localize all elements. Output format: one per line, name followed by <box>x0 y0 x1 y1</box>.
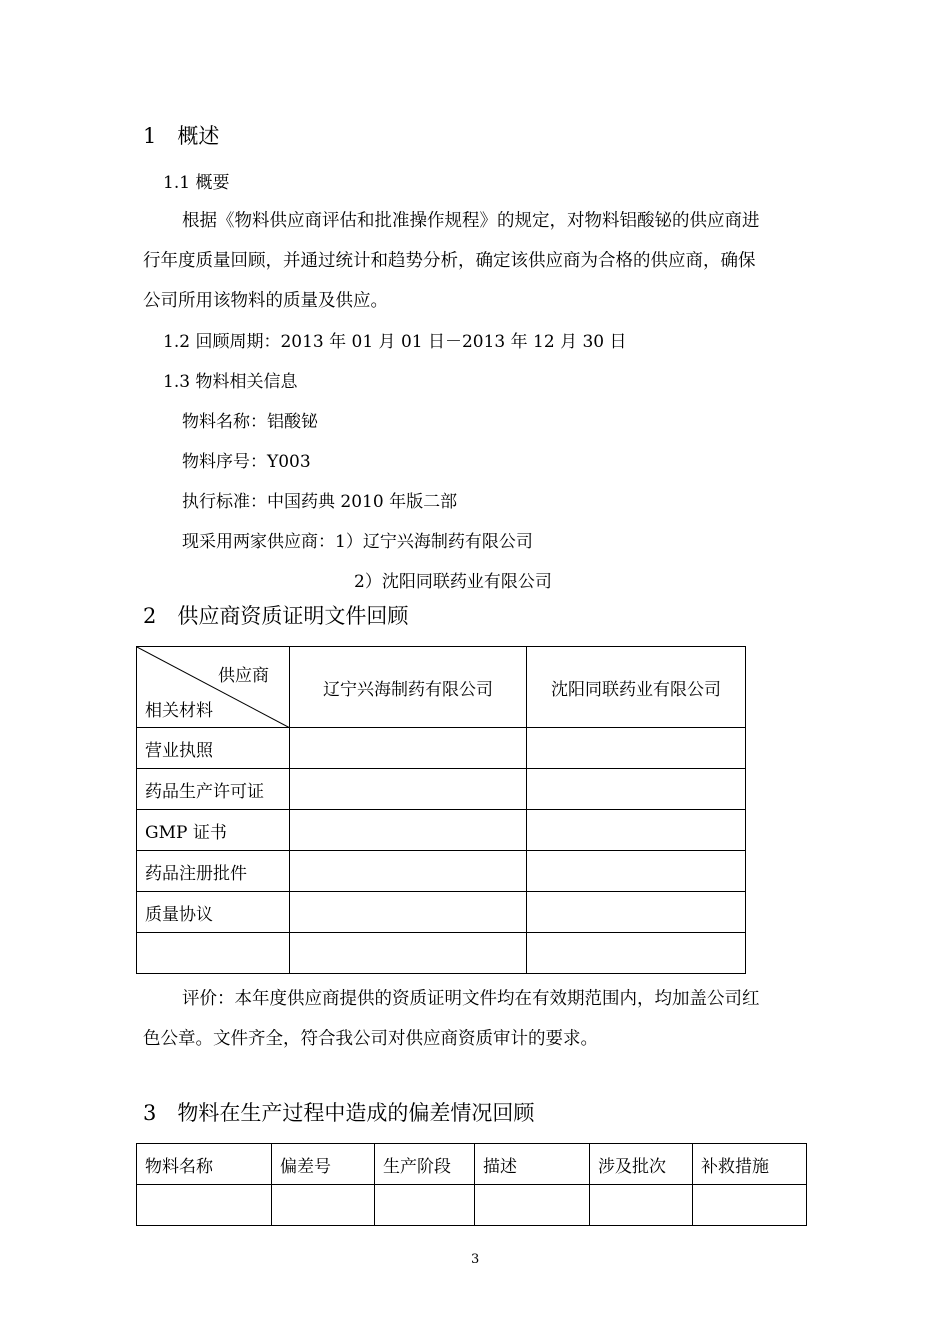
material-number: 物料序号：Y003 <box>182 452 311 472</box>
page-number: 3 <box>471 1252 480 1267</box>
suppliers-line-1: 现采用两家供应商：1）辽宁兴海制药有限公司 <box>182 532 533 552</box>
supplier-1-header: 辽宁兴海制药有限公司 <box>290 647 527 728</box>
row-label: 营业执照 <box>137 728 290 769</box>
table-cell <box>693 1185 807 1226</box>
section-1-1-title: 1.1 概要 <box>163 173 230 193</box>
header-production-stage: 生产阶段 <box>375 1144 475 1185</box>
table-cell <box>527 769 746 810</box>
section-1-heading: 1 概述 <box>143 124 220 148</box>
table-cell <box>290 769 527 810</box>
table-cell <box>475 1185 590 1226</box>
table-cell <box>590 1185 693 1226</box>
row-label: GMP 证书 <box>137 810 290 851</box>
header-deviation-no: 偏差号 <box>272 1144 375 1185</box>
row-label: 质量协议 <box>137 892 290 933</box>
table-cell <box>527 728 746 769</box>
table-cell <box>527 892 746 933</box>
table-cell <box>290 892 527 933</box>
overview-line-3: 公司所用该物料的质量及供应。 <box>143 291 388 311</box>
table-cell <box>527 851 746 892</box>
table-cell <box>290 933 527 974</box>
table-cell <box>290 810 527 851</box>
diagonal-header-cell <box>137 647 290 728</box>
header-description: 描述 <box>475 1144 590 1185</box>
section-2-heading: 2 供应商资质证明文件回顾 <box>143 604 409 628</box>
header-batches: 涉及批次 <box>590 1144 693 1185</box>
overview-line-1: 根据《物料供应商评估和批准操作规程》的规定，对物料铝酸铋的供应商进 <box>182 211 760 231</box>
supplier-2-header: 沈阳同联药业有限公司 <box>527 647 746 728</box>
evaluation-line-2: 色公章。文件齐全，符合我公司对供应商资质审计的要求。 <box>143 1029 598 1049</box>
deviation-table <box>136 1143 807 1226</box>
suppliers-line-2: 2）沈阳同联药业有限公司 <box>354 572 552 592</box>
table-cell <box>137 1185 272 1226</box>
header-material-name: 物料名称 <box>137 1144 272 1185</box>
qualification-table <box>136 646 746 974</box>
material-name: 物料名称：铝酸铋 <box>182 412 318 432</box>
table-cell <box>290 851 527 892</box>
table-cell <box>272 1185 375 1226</box>
diag-header-supplier: 供应商 <box>218 666 269 686</box>
overview-line-2: 行年度质量回顾，并通过统计和趋势分析，确定该供应商为合格的供应商，确保 <box>143 251 756 271</box>
table-cell <box>290 728 527 769</box>
row-label <box>137 933 290 974</box>
section-1-3-title: 1.3 物料相关信息 <box>163 372 298 392</box>
header-remedial-measures: 补救措施 <box>693 1144 807 1185</box>
table-cell <box>527 810 746 851</box>
row-label: 药品注册批件 <box>137 851 290 892</box>
table-cell <box>527 933 746 974</box>
evaluation-line-1: 评价：本年度供应商提供的资质证明文件均在有效期范围内，均加盖公司红 <box>182 989 760 1009</box>
diag-header-materials: 相关材料 <box>145 701 213 721</box>
execution-standard: 执行标准：中国药典 2010 年版二部 <box>182 492 458 512</box>
section-3-heading: 3 物料在生产过程中造成的偏差情况回顾 <box>143 1101 535 1125</box>
review-period: 1.2 回顾周期：2013 年 01 月 01 日－2013 年 12 月 30 日 <box>163 332 627 352</box>
row-label: 药品生产许可证 <box>137 769 290 810</box>
table-cell <box>375 1185 475 1226</box>
